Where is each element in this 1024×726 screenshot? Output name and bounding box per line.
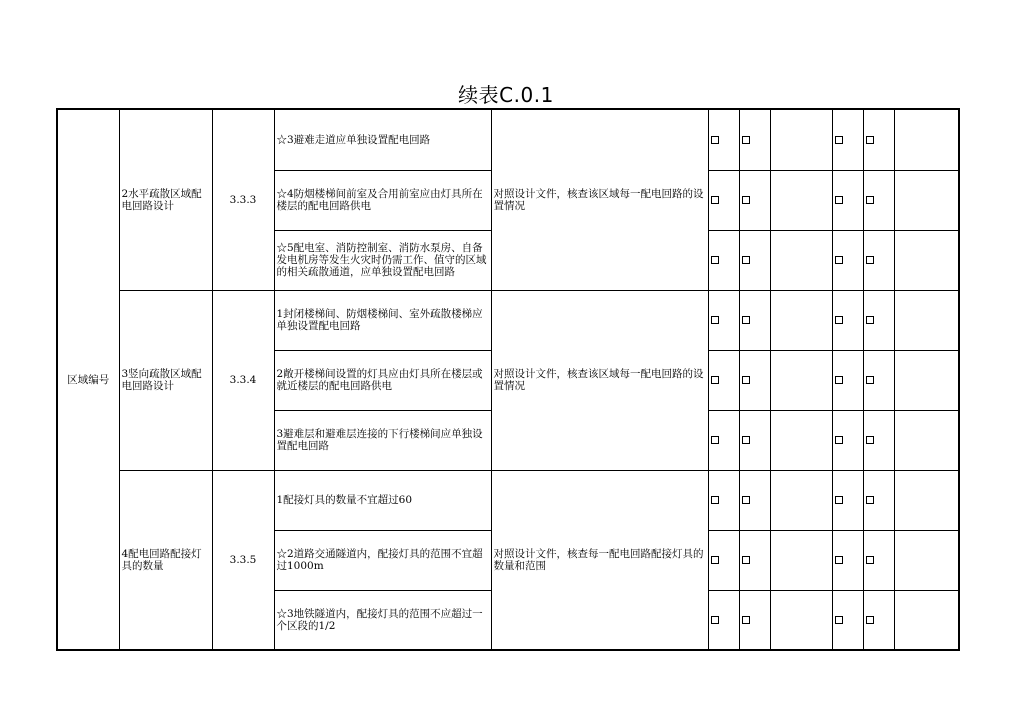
remark-cell[interactable]	[894, 410, 959, 470]
item-name: 2水平疏散区域配电回路设计	[119, 109, 212, 290]
inspection-table	[56, 108, 960, 651]
checkbox[interactable]	[742, 436, 750, 444]
checkbox[interactable]	[742, 376, 750, 384]
checkbox-cell[interactable]	[832, 410, 863, 470]
checkbox-cell[interactable]	[832, 290, 863, 350]
checkbox[interactable]	[711, 196, 719, 204]
record-cell[interactable]	[770, 350, 832, 410]
requirement-text: 1封闭楼梯间、防烟楼梯间、室外疏散楼梯应单独设置配电回路	[274, 290, 491, 350]
checkbox-cell[interactable]	[708, 590, 739, 650]
table-row	[57, 109, 959, 170]
checkbox[interactable]	[866, 196, 874, 204]
checkbox[interactable]	[711, 496, 719, 504]
clause-number: 3.3.4	[212, 290, 274, 470]
checkbox[interactable]	[866, 316, 874, 324]
checkbox[interactable]	[742, 616, 750, 624]
remark-cell[interactable]	[894, 590, 959, 650]
checkbox[interactable]	[711, 136, 719, 144]
record-cell[interactable]	[770, 290, 832, 350]
checkbox[interactable]	[742, 256, 750, 264]
checkbox-cell[interactable]	[863, 350, 894, 410]
record-cell[interactable]	[770, 410, 832, 470]
requirement-text: 3避难层和避难层连接的下行楼梯间应单独设置配电回路	[274, 410, 491, 470]
checkbox-cell[interactable]	[708, 350, 739, 410]
checkbox-cell[interactable]	[739, 590, 770, 650]
checkbox[interactable]	[866, 616, 874, 624]
checkbox[interactable]	[835, 256, 843, 264]
checkbox-cell[interactable]	[739, 350, 770, 410]
record-cell[interactable]	[770, 170, 832, 230]
requirement-text: ☆4防烟楼梯间前室及合用前室应由灯具所在楼层的配电回路供电	[274, 170, 491, 230]
checkbox[interactable]	[711, 256, 719, 264]
checkbox-cell[interactable]	[708, 530, 739, 590]
checkbox-cell[interactable]	[739, 470, 770, 530]
checkbox-cell[interactable]	[739, 530, 770, 590]
checkbox[interactable]	[835, 496, 843, 504]
record-cell[interactable]	[770, 530, 832, 590]
remark-cell[interactable]	[894, 170, 959, 230]
record-cell[interactable]	[770, 470, 832, 530]
checkbox-cell[interactable]	[863, 410, 894, 470]
checkbox-cell[interactable]	[832, 470, 863, 530]
checkbox[interactable]	[866, 496, 874, 504]
item-name: 3竖向疏散区域配电回路设计	[119, 290, 212, 470]
requirement-text: ☆2道路交通隧道内，配接灯具的范围不宜超过1000m	[274, 530, 491, 590]
record-cell[interactable]	[770, 590, 832, 650]
checkbox[interactable]	[835, 376, 843, 384]
check-method: 对照设计文件，核查该区域每一配电回路的设置情况	[491, 290, 708, 470]
item-name: 4配电回路配接灯具的数量	[119, 470, 212, 650]
remark-cell[interactable]	[894, 230, 959, 290]
checkbox-cell[interactable]	[832, 590, 863, 650]
requirement-text: ☆3地铁隧道内，配接灯具的范围不应超过一个区段的1/2	[274, 590, 491, 650]
page-title: 续表C.0.1	[458, 83, 554, 107]
remark-cell[interactable]	[894, 109, 959, 170]
checkbox-cell[interactable]	[739, 290, 770, 350]
region-label: 区域编号	[57, 109, 119, 650]
checkbox[interactable]	[835, 136, 843, 144]
remark-cell[interactable]	[894, 530, 959, 590]
checkbox[interactable]	[866, 256, 874, 264]
checkbox-cell[interactable]	[708, 109, 739, 170]
checkbox[interactable]	[711, 376, 719, 384]
checkbox[interactable]	[835, 616, 843, 624]
remark-cell[interactable]	[894, 290, 959, 350]
checkbox-cell[interactable]	[832, 230, 863, 290]
checkbox-cell[interactable]	[739, 410, 770, 470]
table-row	[57, 290, 959, 350]
checkbox[interactable]	[866, 376, 874, 384]
checkbox[interactable]	[835, 316, 843, 324]
checkbox-cell[interactable]	[739, 170, 770, 230]
checkbox-cell[interactable]	[708, 470, 739, 530]
table-row	[57, 470, 959, 530]
checkbox-cell[interactable]	[863, 230, 894, 290]
remark-cell[interactable]	[894, 470, 959, 530]
checkbox[interactable]	[866, 556, 874, 564]
checkbox[interactable]	[742, 136, 750, 144]
checkbox[interactable]	[742, 496, 750, 504]
clause-number: 3.3.5	[212, 470, 274, 650]
requirement-text: ☆5配电室、消防控制室、消防水泵房、自备发电机房等发生火灾时仍需工作、值守的区域的相关疏散通道，应单独设置配电回路	[274, 230, 491, 290]
checkbox-cell[interactable]	[708, 230, 739, 290]
requirement-text: 2敞开楼梯间设置的灯具应由灯具所在楼层或就近楼层的配电回路供电	[274, 350, 491, 410]
checkbox[interactable]	[866, 436, 874, 444]
checkbox-cell[interactable]	[708, 290, 739, 350]
checkbox[interactable]	[711, 556, 719, 564]
check-method: 对照设计文件，核查每一配电回路配接灯具的数量和范围	[491, 470, 708, 650]
checkbox-cell[interactable]	[863, 109, 894, 170]
checkbox[interactable]	[742, 556, 750, 564]
checkbox-cell[interactable]	[832, 530, 863, 590]
check-method: 对照设计文件，核查该区域每一配电回路的设置情况	[491, 109, 708, 290]
checkbox-cell[interactable]	[832, 350, 863, 410]
checkbox[interactable]	[835, 436, 843, 444]
checkbox-cell[interactable]	[863, 530, 894, 590]
checkbox[interactable]	[866, 136, 874, 144]
checkbox[interactable]	[711, 316, 719, 324]
checkbox-cell[interactable]	[863, 170, 894, 230]
checkbox-cell[interactable]	[739, 230, 770, 290]
checkbox[interactable]	[711, 616, 719, 624]
checkbox-cell[interactable]	[739, 109, 770, 170]
checkbox-cell[interactable]	[863, 590, 894, 650]
checkbox-cell[interactable]	[708, 410, 739, 470]
requirement-text: ☆3避难走道应单独设置配电回路	[274, 109, 491, 170]
checkbox[interactable]	[835, 196, 843, 204]
checkbox-cell[interactable]	[832, 109, 863, 170]
checkbox[interactable]	[711, 436, 719, 444]
checkbox[interactable]	[742, 316, 750, 324]
checkbox-cell[interactable]	[863, 290, 894, 350]
checkbox[interactable]	[835, 556, 843, 564]
remark-cell[interactable]	[894, 350, 959, 410]
requirement-text: 1配接灯具的数量不宜超过60	[274, 470, 491, 530]
checkbox[interactable]	[742, 196, 750, 204]
record-cell[interactable]	[770, 109, 832, 170]
record-cell[interactable]	[770, 230, 832, 290]
checkbox-cell[interactable]	[708, 170, 739, 230]
checkbox-cell[interactable]	[863, 470, 894, 530]
clause-number: 3.3.3	[212, 109, 274, 290]
checkbox-cell[interactable]	[832, 170, 863, 230]
